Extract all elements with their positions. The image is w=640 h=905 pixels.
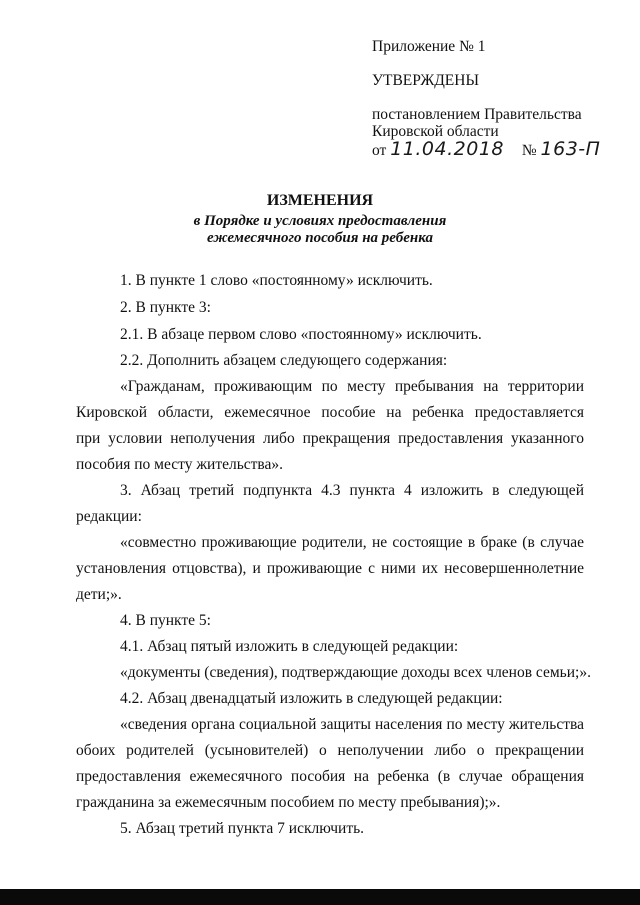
quote-4-line: гражданина за ежемесячным пособием по месту пребывания);». <box>76 794 501 811</box>
number-prefix: № <box>521 142 537 159</box>
handwritten-date: 11.04.2018 <box>390 138 504 160</box>
quote-1-line: Кировской области, ежемесячное пособие на ребенка предоставляется <box>76 404 584 421</box>
document-subtitle-line-1: в Порядке и условиях предоставления <box>193 213 447 229</box>
decree-line-2: Кировской области <box>372 123 499 140</box>
quote-4-line: «сведения органа социальной защиты населения по месту жительства <box>120 716 584 733</box>
quote-1-line: «Гражданам, проживающим по месту пребывания на территории <box>120 378 584 395</box>
decree-line-1: постановлением Правительства <box>372 106 582 123</box>
handwritten-number: 163-П <box>540 138 601 160</box>
quote-1-line: при условии неполучения либо прекращения предоставления указанного <box>76 430 584 447</box>
paragraph-5: 5. Абзац третий пункта 7 исключить. <box>120 820 365 837</box>
appendix-label: Приложение № 1 <box>372 38 486 55</box>
document-title: ИЗМЕНЕНИЯ <box>266 192 374 209</box>
quote-4-line: предоставления ежемесячного пособия на ребенка (в случае обращения <box>76 768 584 785</box>
paragraph-4-2: 4.2. Абзац двенадцатый изложить в следующей редакции: <box>120 690 503 707</box>
quote-2-line: «совместно проживающие родители, не состоящие в браке (в случае <box>120 534 584 551</box>
date-prefix: от <box>372 142 387 159</box>
scan-edge-bar <box>0 889 640 905</box>
quote-4-line: обоих родителей (усыновителей) о неполучении либо о прекращении <box>76 742 584 759</box>
paragraph-4: 4. В пункте 5: <box>120 612 211 629</box>
quote-2-line: установления отцовства), и проживающие с ними их несовершеннолетние <box>76 560 584 577</box>
paragraph-2-2: 2.2. Дополнить абзацем следующего содержания: <box>120 352 448 369</box>
quote-1-line: пособия по месту жительства». <box>76 456 284 473</box>
paragraph-1: 1. В пункте 1 слово «постоянному» исключить. <box>120 272 433 289</box>
decree-date-number <box>372 140 600 160</box>
approved-label: УТВЕРЖДЕНЫ <box>372 72 479 89</box>
paragraph-2: 2. В пункте 3: <box>120 299 211 316</box>
document-subtitle-line-2: ежемесячного пособия на ребенка <box>207 230 433 246</box>
paragraph-3-line: редакции: <box>76 508 142 525</box>
paragraph-4-1: 4.1. Абзац пятый изложить в следующей редакции: <box>120 638 459 655</box>
quote-3: «документы (сведения), подтверждающие доходы всех членов семьи;». <box>120 664 591 681</box>
paragraph-2-1: 2.1. В абзаце первом слово «постоянному» исключить. <box>120 326 482 343</box>
paragraph-3-line: 3. Абзац третий подпункта 4.3 пункта 4 изложить в следующей <box>120 482 584 499</box>
quote-2-line: дети;». <box>76 586 122 603</box>
